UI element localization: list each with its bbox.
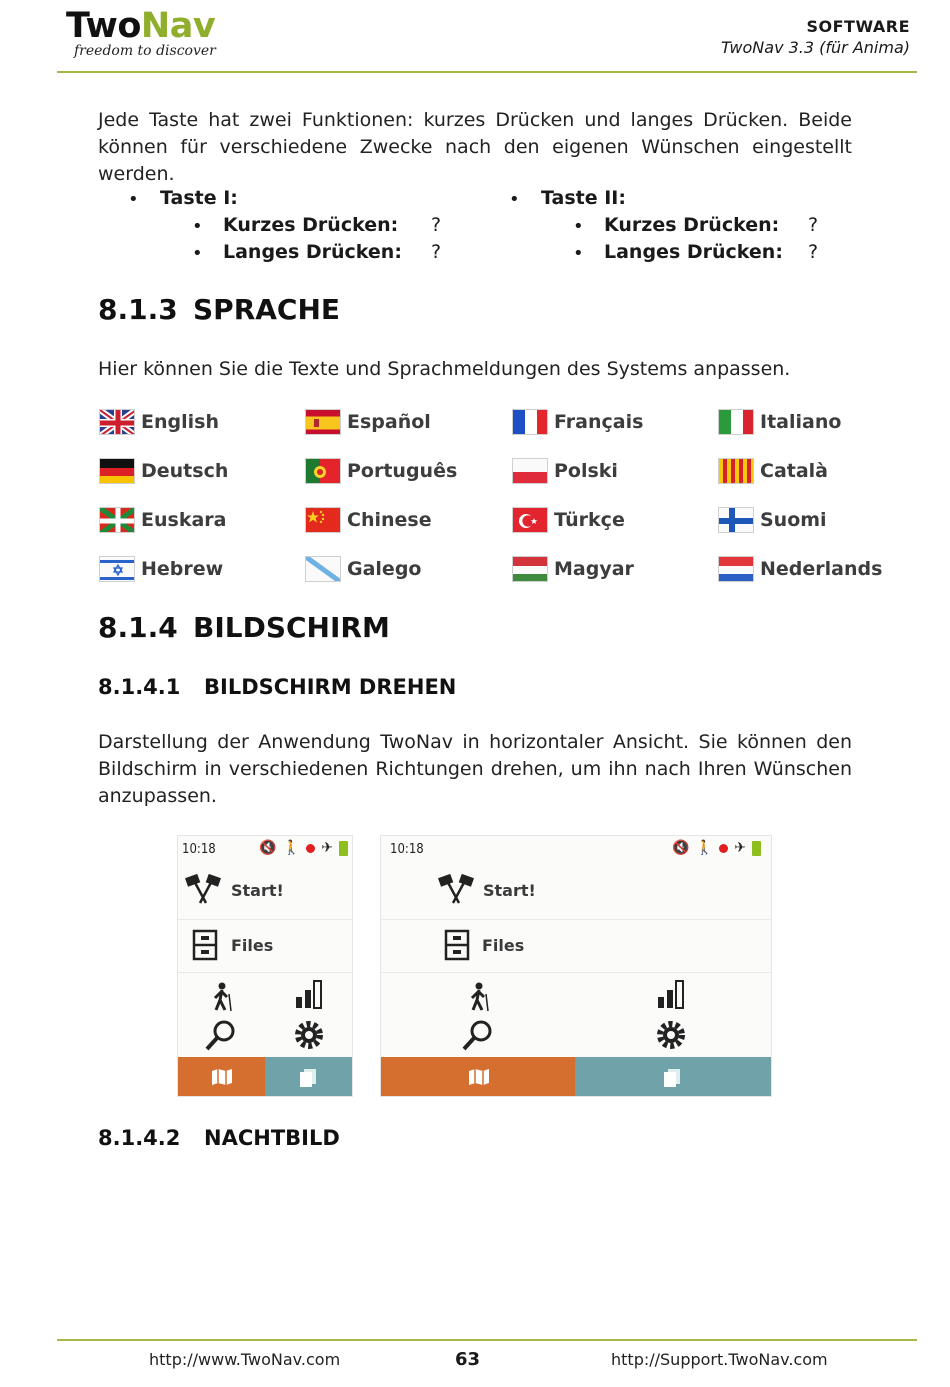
turkey-flag-icon: [512, 507, 548, 533]
gear-icon[interactable]: [292, 1018, 326, 1052]
battery-icon: [339, 841, 348, 856]
heading-8-1-4-1-number: 8.1.4.1: [98, 675, 181, 699]
button-2-short-label: Kurzes Drücken:: [604, 214, 780, 236]
footer-website-link[interactable]: http://www.TwoNav.com: [149, 1350, 341, 1369]
hungary-flag-icon: [512, 556, 548, 582]
language-galego[interactable]: Galego: [305, 554, 421, 584]
pages-tab[interactable]: [265, 1057, 352, 1096]
gear-icon[interactable]: [654, 1018, 688, 1052]
language-catala[interactable]: Català: [718, 456, 828, 486]
hiker-icon[interactable]: [467, 982, 491, 1012]
hiker-status-icon: 🚶: [695, 840, 714, 856]
signal-bars-icon[interactable]: [656, 979, 686, 1009]
poland-flag-icon: [512, 458, 548, 484]
heading-8-1-4-number: 8.1.4: [98, 611, 178, 644]
heading-8-1-4-title: BILDSCHIRM: [193, 611, 390, 644]
netherlands-flag-icon: [718, 556, 754, 582]
map-tab[interactable]: [178, 1057, 265, 1096]
race-flags-icon: [437, 873, 475, 905]
status-bar: [178, 836, 352, 862]
satellite-icon: ✈: [321, 840, 333, 856]
germany-flag-icon: [99, 458, 135, 484]
device-screen-landscape: [380, 835, 772, 1097]
files-label: Files: [482, 936, 525, 955]
drehen-text: Darstellung der Anwendung TwoNav in horizontaler Ansicht. Sie können den Bildschirm in verschiedenen Richtungen drehen, um ihn nach Ihren Wünschen anzupassen.: [98, 731, 852, 807]
header-rule: [57, 71, 917, 73]
hiker-icon[interactable]: [210, 982, 234, 1012]
galicia-flag-icon: [305, 556, 341, 582]
uk-flag-icon: [99, 409, 135, 435]
language-portugues[interactable]: Português: [305, 456, 457, 486]
china-flag-icon: [305, 507, 341, 533]
file-cabinet-icon: [192, 929, 218, 961]
magnifier-icon[interactable]: [461, 1018, 495, 1052]
start-row[interactable]: [381, 862, 771, 920]
language-deutsch[interactable]: Deutsch: [99, 456, 228, 486]
language-francais[interactable]: Français: [512, 407, 643, 437]
language-euskara[interactable]: Euskara: [99, 505, 226, 535]
magnifier-icon[interactable]: [204, 1018, 238, 1052]
button-2-long-value: ?: [808, 241, 819, 263]
button-2-title: Taste II:: [541, 187, 626, 209]
footer-rule: [57, 1339, 917, 1341]
language-italiano[interactable]: Italiano: [718, 407, 841, 437]
page-number: 63: [455, 1349, 481, 1370]
language-polski[interactable]: Polski: [512, 456, 618, 486]
spain-flag-icon: [305, 409, 341, 435]
heading-8-1-4-1-title: BILDSCHIRM DREHEN: [204, 675, 457, 699]
map-icon: [468, 1068, 490, 1086]
status-bar: [381, 836, 771, 862]
language-espanol[interactable]: Español: [305, 407, 431, 437]
mute-icon: 🔇: [259, 840, 277, 856]
portugal-flag-icon: [305, 458, 341, 484]
pages-icon: [298, 1068, 318, 1088]
satellite-icon: ✈: [734, 840, 746, 856]
intro-paragraph: Jede Taste hat zwei Funktionen: kurzes Drücken und langes Drücken. Beide können für verschiedene Zwecke nach den eigenen Wünschen eingestellt werden.: [98, 109, 852, 185]
language-english[interactable]: English: [99, 407, 219, 437]
files-row[interactable]: [178, 919, 352, 973]
language-nederlands[interactable]: Nederlands: [718, 554, 882, 584]
signal-bars-icon[interactable]: [294, 979, 324, 1009]
button-2-short-value: ?: [808, 214, 819, 236]
record-dot-icon: [719, 844, 728, 853]
files-row[interactable]: [381, 919, 771, 973]
header-product: TwoNav 3.3 (für Anima): [720, 38, 910, 57]
file-cabinet-icon: [444, 929, 470, 961]
start-label: Start!: [483, 881, 536, 900]
sprache-text: Hier können Sie die Texte und Sprachmeldungen des Systems anpassen.: [98, 358, 791, 380]
race-flags-icon: [184, 873, 222, 905]
pages-tab[interactable]: [575, 1057, 771, 1096]
button-1-short-label: Kurzes Drücken:: [223, 214, 399, 236]
language-suomi[interactable]: Suomi: [718, 505, 827, 535]
record-dot-icon: [306, 844, 315, 853]
language-turkce[interactable]: Türkçe: [512, 505, 625, 535]
finland-flag-icon: [718, 507, 754, 533]
pages-icon: [662, 1068, 682, 1088]
button-1-long-label: Langes Drücken:: [223, 241, 402, 263]
italy-flag-icon: [718, 409, 754, 435]
heading-8-1-4-2-number: 8.1.4.2: [98, 1126, 181, 1150]
start-label: Start!: [231, 881, 284, 900]
language-hebrew[interactable]: Hebrew: [99, 554, 223, 584]
hiker-status-icon: 🚶: [282, 840, 301, 856]
clock: 10:18: [182, 842, 216, 857]
basque-flag-icon: [99, 507, 135, 533]
heading-8-1-3-number: 8.1.3: [98, 293, 178, 326]
header-section: SOFTWARE: [806, 17, 910, 36]
language-chinese[interactable]: Chinese: [305, 505, 432, 535]
catalonia-flag-icon: [718, 458, 754, 484]
footer-support-link[interactable]: http://Support.TwoNav.com: [611, 1350, 828, 1369]
battery-icon: [752, 841, 761, 856]
button-1-long-value: ?: [431, 241, 442, 263]
map-icon: [211, 1068, 233, 1086]
button-1-title: Taste I:: [160, 187, 238, 209]
start-row[interactable]: [178, 862, 352, 920]
israel-flag-icon: [99, 556, 135, 582]
mute-icon: 🔇: [672, 840, 690, 856]
language-magyar[interactable]: Magyar: [512, 554, 634, 584]
button-1-short-value: ?: [431, 214, 442, 236]
map-tab[interactable]: [381, 1057, 577, 1096]
device-screen-portrait: [177, 835, 353, 1097]
france-flag-icon: [512, 409, 548, 435]
files-label: Files: [231, 936, 274, 955]
heading-8-1-4-2-title: NACHTBILD: [204, 1126, 340, 1150]
twonav-logo: TwoNav: [66, 6, 216, 46]
clock: 10:18: [390, 842, 424, 857]
heading-8-1-3-title: SPRACHE: [193, 293, 341, 326]
button-2-long-label: Langes Drücken:: [604, 241, 783, 263]
logo-tagline: freedom to discover: [74, 43, 216, 59]
